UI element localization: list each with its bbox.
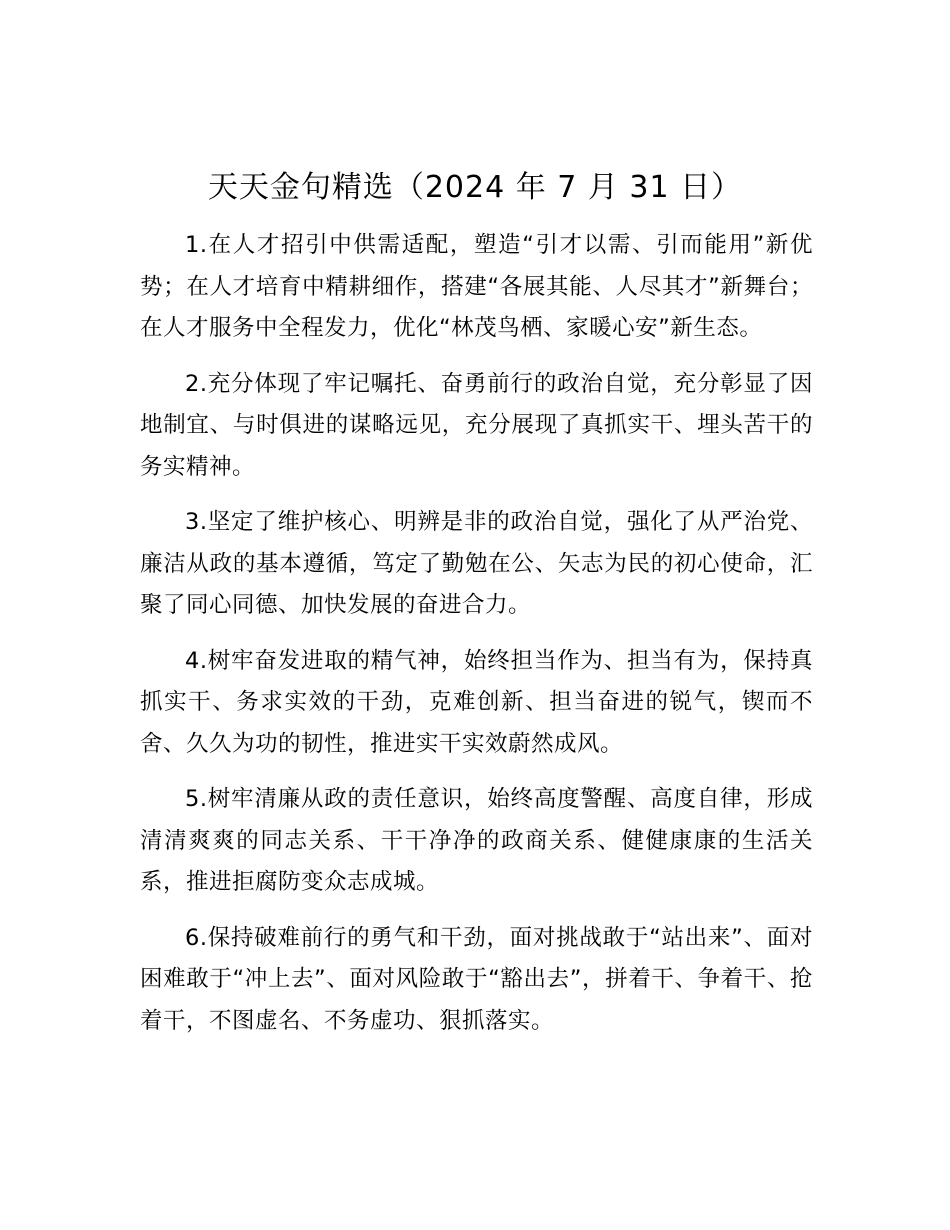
paragraph-4: 4.树牢奋发进取的精气神，始终担当作为、担当有为，保持真抓实干、务求实效的干劲，克难创新、担当奋进的锐气，锲而不舍、久久为功的韧性，推进实干实效蔚然成风。 bbox=[140, 647, 813, 757]
document-title: 天天金句精选（2024 年 7 月 31 日） bbox=[207, 170, 743, 205]
paragraph-6: 6.保持破难前行的勇气和干劲，面对挑战敢于“站出来”、面对困难敢于“冲上去”、面对风险敢于“豁出去”，拼着干、争着干、抢着干，不图虚名、不务虚功、狠抓落实。 bbox=[140, 924, 813, 1034]
paragraph-2: 2.充分体现了牢记嘱托、奋勇前行的政治自觉，充分彰显了因地制宜、与时俱进的谋略远见，充分展现了真抓实干、埋头苦干的务实精神。 bbox=[140, 370, 813, 480]
paragraph-1: 1.在人才招引中供需适配，塑造“引才以需、引而能用”新优势；在人才培育中精耕细作，搭建“各展其能、人尽其才”新舞台；在人才服务中全程发力，优化“林茂鸟栖、家暖心安”新生态。 bbox=[140, 232, 813, 341]
paragraph-5: 5.树牢清廉从政的责任意识，始终高度警醒、高度自律，形成清清爽爽的同志关系、干干净净的政商关系、健健康康的生活关系，推进拒腐防变众志成城。 bbox=[140, 786, 813, 895]
paragraph-3: 3.坚定了维护核心、明辨是非的政治自觉，强化了从严治党、廉洁从政的基本遵循，笃定了勤勉在公、矢志为民的初心使命，汇聚了同心同德、加快发展的奋进合力。 bbox=[140, 509, 813, 618]
document-body bbox=[140, 225, 813, 1056]
